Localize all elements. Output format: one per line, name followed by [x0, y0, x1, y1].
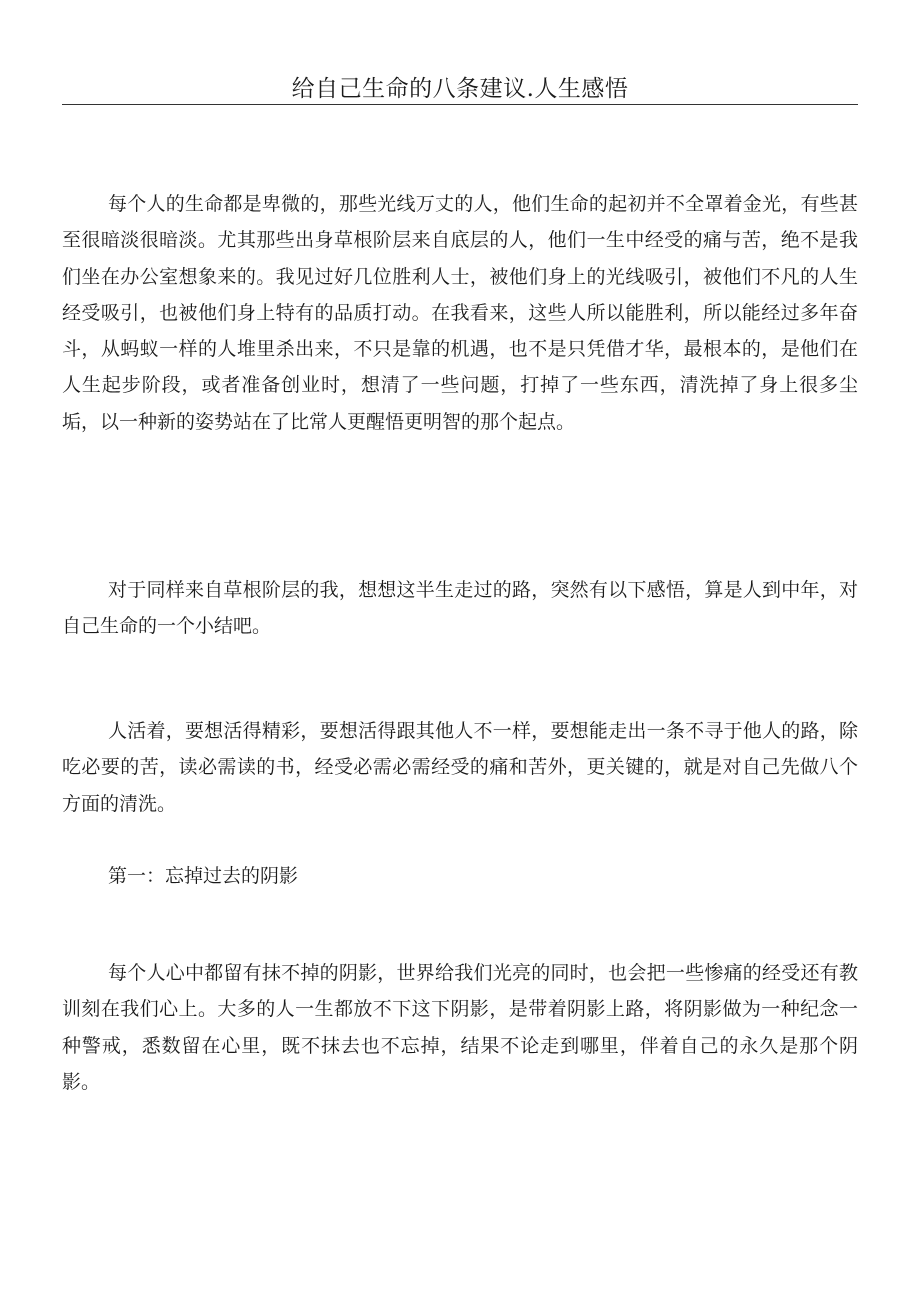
section-heading-first: 第一：忘掉过去的阴影 — [108, 865, 299, 887]
paragraph-intro: 每个人的生命都是卑微的，那些光线万丈的人，他们生命的起初并不全罩着金光，有些甚至很暗淡很暗淡。尤其那些出身草根阶层来自底层的人，他们一生中经受的痛与苦，绝不是我们坐在办公室想象来的。我见过好几位胜利人士，被他们身上的光线吸引，被他们不凡的人生经受吸引，也被他们身上特有的品质打动。在我看来，这些人所以能胜利，所以能经过多年奋斗，从蚂蚁一样的人堆里杀出来，不只是靠的机遇，也不是只凭借才华，最根本的，是他们在人生起步阶段，或者准备创业时，想清了一些问题，打掉了一些东西，清洗掉了身上很多尘垢，以一种新的姿势站在了比常人更醒悟更明智的那个起点。 — [62, 193, 858, 433]
paragraph-shadow: 每个人心中都留有抹不掉的阴影，世界给我们光亮的同时，也会把一些惨痛的经受还有教训刻在我们心上。大多的人一生都放不下这下阴影，是带着阴影上路，将阴影做为一种纪念一种警戒，悉数留在心里，既不抹去也不忘掉，结果不论走到哪里，伴着自己的永久是那个阴影。 — [62, 962, 858, 1093]
title-underline — [62, 104, 858, 105]
paragraph-eight-cleansings: 人活着，要想活得精彩，要想活得跟其他人不一样，要想能走出一条不寻于他人的路，除吃必要的苦，读必需读的书，经受必需必需经受的痛和苦外，更关键的，就是对自己先做八个方面的清洗。 — [62, 720, 858, 815]
document-title: 给自己生命的八条建议.人生感悟 — [291, 76, 629, 102]
paragraph-reflection: 对于同样来自草根阶层的我，想想这半生走过的路，突然有以下感悟，算是人到中年，对自己生命的一个小结吧。 — [62, 579, 858, 638]
